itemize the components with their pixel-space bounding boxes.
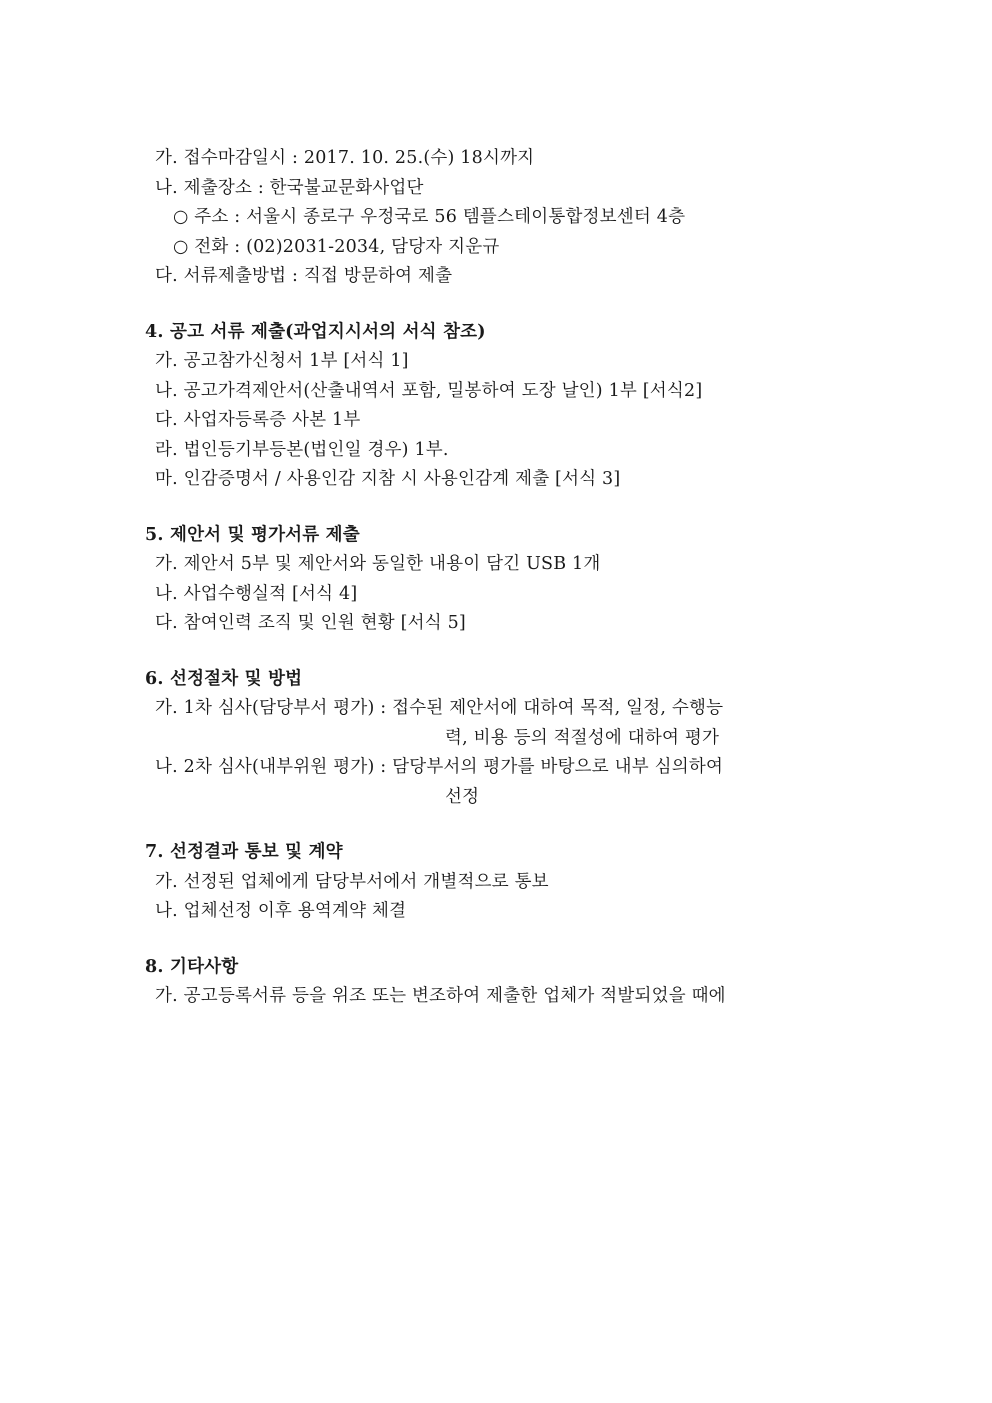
section-heading: 8. 기타사항 xyxy=(145,956,239,977)
document-line: ○ 주소 : 서울시 종로구 우정국로 56 템플스테이통합정보센터 4층 xyxy=(173,207,686,227)
paragraph-spacer xyxy=(145,645,872,671)
document-line: 가. 공고참가신청서 1부 [서식 1] xyxy=(155,351,409,371)
document-body xyxy=(145,150,872,1018)
document-line: 나. 2차 심사(내부위원 평가) : 담당부서의 평가를 바탕으로 내부 심의하여 xyxy=(155,757,724,777)
document-line: 나. 업체선정 이후 용역계약 체결 xyxy=(155,901,407,921)
document-line: 력, 비용 등의 적절성에 대하여 평가 xyxy=(445,727,720,748)
document-line: 선정 xyxy=(445,786,480,807)
document-line: 다. 서류제출방법 : 직접 방문하여 제출 xyxy=(155,266,453,286)
document-line: 마. 인감증명서 / 사용인감 지참 시 사용인감계 제출 [서식 3] xyxy=(155,469,621,489)
document-line: 다. 참여인력 조직 및 인원 현황 [서식 5] xyxy=(155,613,466,633)
document-line: 가. 1차 심사(담당부서 평가) : 접수된 제안서에 대하여 목적, 일정, 수행능 xyxy=(155,698,724,718)
document-line: ○ 전화 : (02)2031-2034, 담당자 지운규 xyxy=(173,236,500,257)
paragraph-spacer xyxy=(145,501,872,527)
document-line: 가. 선정된 업체에게 담당부서에서 개별적으로 통보 xyxy=(155,871,549,892)
section-heading: 4. 공고 서류 제출(과업지시서의 서식 참조) xyxy=(145,321,486,342)
document-line: 가. 접수마감일시 : 2017. 10. 25.(수) 18시까지 xyxy=(155,148,535,168)
document-line: 나. 공고가격제안서(산출내역서 포함, 밀봉하여 도장 날인) 1부 [서식2] xyxy=(155,380,703,401)
document-line: 라. 법인등기부등본(법인일 경우) 1부. xyxy=(155,439,449,460)
section-heading: 6. 선정절차 및 방법 xyxy=(145,668,303,689)
section-heading: 5. 제안서 및 평가서류 제출 xyxy=(145,524,360,545)
document-line: 가. 제안서 5부 및 제안서와 동일한 내용이 담긴 USB 1개 xyxy=(155,554,601,574)
document-line: 나. 사업수행실적 [서식 4] xyxy=(155,583,358,604)
document-line: 가. 공고등록서류 등을 위조 또는 변조하여 제출한 업체가 적발되었을 때에 xyxy=(155,986,726,1006)
paragraph-spacer xyxy=(145,818,872,844)
section-heading: 7. 선정결과 통보 및 계약 xyxy=(145,842,343,862)
document-line: 다. 사업자등록증 사본 1부 xyxy=(155,410,361,430)
document-line: 나. 제출장소 : 한국불교문화사업단 xyxy=(155,177,424,198)
paragraph-spacer xyxy=(145,933,872,959)
paragraph-spacer xyxy=(145,298,872,324)
